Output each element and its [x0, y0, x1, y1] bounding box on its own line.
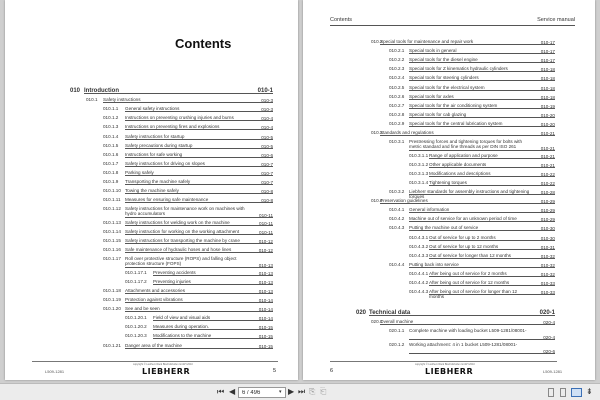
page-ref[interactable]: 010-4	[261, 125, 273, 131]
section-title[interactable]: Safety precautions during startup	[125, 143, 273, 149]
page-ref[interactable]: 010-17	[540, 58, 555, 64]
toc-entry[interactable]	[103, 229, 273, 235]
toc-entry[interactable]	[389, 85, 555, 91]
page-ref[interactable]: 010-1	[257, 88, 273, 94]
toc-entry[interactable]	[409, 153, 555, 159]
toc-entry[interactable]	[103, 247, 273, 253]
section-number: 010.4	[371, 198, 383, 204]
page-ref[interactable]: 010-12	[258, 248, 273, 254]
toc-entry[interactable]	[389, 262, 555, 268]
section-title[interactable]: Preventing injuries	[153, 279, 273, 285]
page-ref[interactable]: 010-11	[259, 220, 273, 226]
section-title[interactable]: Danger area of the machine	[125, 343, 273, 349]
page-ref[interactable]: 010-21	[540, 146, 555, 152]
toc-entry[interactable]	[103, 238, 273, 244]
toc-entry[interactable]	[409, 235, 555, 241]
page-ref[interactable]: 010-15	[258, 334, 273, 340]
section-title[interactable]: After being out of service for longer than 12 months	[429, 289, 555, 295]
page-ref[interactable]: 020-4	[543, 335, 555, 341]
section-number: 010.3.1.3	[409, 170, 429, 176]
section-title[interactable]: Safety instruction for working on the working attachment	[125, 229, 273, 235]
section-number: 010.2.4	[389, 75, 405, 81]
section-title[interactable]: Towing the machine safely	[125, 188, 273, 194]
section-number: 010.1.14	[103, 228, 121, 234]
single-page-icon[interactable]	[548, 388, 554, 397]
section-number: 010.3.1.2	[409, 161, 429, 167]
page-ref[interactable]: 010-15	[258, 343, 273, 349]
page-ref[interactable]: 010-21	[540, 153, 555, 159]
toc-entry[interactable]	[389, 57, 555, 63]
section-number: 010.1.18	[103, 287, 121, 293]
section-number: 010.2.1	[389, 48, 405, 54]
last-page-icon[interactable]: ⏭	[298, 387, 306, 396]
toc-entry[interactable]	[103, 106, 273, 112]
page-ref[interactable]: 010-14	[258, 307, 273, 313]
page-title: Contents	[175, 36, 232, 51]
toc-entry[interactable]	[371, 39, 555, 45]
page-number: 5	[273, 368, 277, 374]
section-title[interactable]: Parking safely	[125, 170, 273, 176]
toc-entry[interactable]	[103, 179, 273, 185]
section-title[interactable]: Putting the machine out of service	[409, 225, 555, 231]
section-number: 010.2.6	[389, 93, 405, 99]
section-number: 010.2.5	[389, 84, 405, 90]
section-number: 010.1.20.2	[125, 324, 147, 330]
section-title[interactable]: General safety instructions	[125, 106, 273, 112]
page-ref[interactable]: 010-11	[259, 229, 273, 235]
toc-entry[interactable]	[371, 319, 555, 325]
section-title[interactable]: Special tools for Z kinematics hydraulic cylinders	[409, 66, 555, 72]
page-ref[interactable]: 010-32	[540, 253, 555, 259]
section-title[interactable]: Safe maintenance of hydraulic hoses and hose lines	[125, 247, 273, 253]
page-ref[interactable]: 010-29	[540, 208, 555, 214]
section-number: 010.1.6	[103, 151, 119, 157]
page-ref[interactable]: 010-29	[540, 217, 555, 223]
section-title[interactable]: Instructions on preventing crushing injuries and burns	[125, 115, 273, 121]
section-title[interactable]: Safety instructions for startup	[125, 134, 273, 140]
section-title[interactable]: Safety instructions for maintenance work on machines with hydro accumulators	[125, 206, 273, 218]
section-title[interactable]: Instructions on preventing fires and explosions	[125, 124, 273, 130]
header-divider	[330, 25, 575, 26]
page-ref[interactable]: 010-5	[261, 143, 273, 149]
toc-entry[interactable]	[409, 180, 555, 186]
continuous-icon[interactable]	[560, 388, 566, 397]
section-number: 010.2	[371, 39, 383, 44]
section-number: 010.1.13	[103, 219, 121, 225]
toc-entry[interactable]	[356, 310, 555, 316]
header-left: Contents	[330, 17, 353, 23]
section-title[interactable]: Out of service for longer than 12 months	[429, 253, 555, 259]
section-title[interactable]: Working attachment: 4 in 1 bucket L509-1281/08001-	[409, 342, 555, 354]
page-ref[interactable]: 010-6	[261, 152, 273, 158]
section-number: 010	[70, 88, 81, 94]
toc-entry[interactable]	[409, 253, 555, 259]
section-title[interactable]: Instructions for safe working	[125, 152, 273, 158]
page-ref[interactable]: 010-33	[540, 290, 555, 296]
page-ref[interactable]: 010-8	[261, 198, 273, 204]
toc-entry[interactable]	[389, 207, 555, 213]
page-ref[interactable]: 010-18	[540, 85, 555, 91]
page-ref[interactable]: 010-13	[258, 263, 273, 269]
section-title[interactable]: Special tools in general	[409, 48, 555, 54]
section-title[interactable]: Special tools for steering cylinders	[409, 75, 555, 81]
copyright: copyright © Liebherr-Werk Bischofshofen GmbH 2010	[415, 363, 475, 366]
section-title[interactable]: Modifications and descriptions	[429, 171, 555, 177]
section-title[interactable]: Safety instructions for transporting the machine by crane	[125, 238, 273, 244]
section-title[interactable]: Complete machine with loading bucket L509-1281/08001-	[409, 328, 555, 340]
section-number: 010.3.1.1	[409, 152, 429, 158]
header-right: Service manual	[537, 17, 575, 23]
section-title[interactable]: Standards and regulations	[380, 130, 555, 136]
section-title[interactable]: After being out of service for 12 months	[429, 280, 555, 286]
section-title[interactable]: Measures for ensuring safe maintenance	[125, 197, 273, 203]
page-ref[interactable]: 010-13	[258, 270, 273, 276]
toc-entry[interactable]	[103, 134, 273, 140]
toc-entry[interactable]	[389, 328, 555, 340]
section-number: 020.1.2	[389, 341, 405, 347]
section-number: 010.4.4	[389, 261, 405, 267]
page-ref[interactable]: 010-12	[258, 239, 273, 244]
next-page-icon[interactable]: ▶	[288, 387, 295, 396]
page-number: 6	[330, 368, 334, 374]
page-ref[interactable]: 010-30	[540, 226, 555, 232]
section-title[interactable]: General information	[409, 207, 555, 213]
page-ref[interactable]: 010-19	[540, 103, 555, 109]
toc-entry[interactable]	[103, 152, 273, 158]
section-number: 010.4.3.2	[409, 243, 429, 249]
section-title[interactable]: Modifications to the machine	[153, 333, 273, 339]
page-ref[interactable]: 010-21	[540, 131, 555, 136]
toc-entry[interactable]	[409, 289, 555, 300]
toc-entry[interactable]	[389, 112, 555, 118]
section-title[interactable]: Out of service for up to 12 months	[429, 244, 555, 250]
toc-entry[interactable]	[103, 197, 273, 203]
section-title[interactable]: Measures during operation.	[153, 324, 273, 330]
toc-entry[interactable]	[103, 115, 273, 121]
toc-entry[interactable]	[389, 103, 555, 109]
section-title[interactable]: Special tools for the electrical system	[409, 85, 555, 91]
section-title[interactable]: Other applicable documents	[429, 162, 555, 168]
section-number: 010.1.5	[103, 142, 119, 148]
section-number: 020.1.1	[389, 328, 405, 334]
section-title[interactable]: Special tools for axles	[409, 94, 555, 100]
toc-entry[interactable]	[103, 288, 273, 294]
section-number: 020.1	[371, 319, 383, 325]
section-title[interactable]: Special tools for the air conditioning system	[409, 103, 555, 109]
section-number: 010.3.1.4	[409, 179, 429, 185]
page-ref[interactable]: 010-7	[261, 161, 273, 167]
history-back-icon[interactable]: ⎘	[309, 387, 316, 396]
section-title[interactable]: Range of application and purpose	[429, 153, 555, 159]
toc-entry[interactable]	[409, 280, 555, 286]
section-number: 010.4.2	[389, 216, 405, 222]
section-number: 010.1.17.1	[125, 269, 147, 275]
toc-entry[interactable]	[389, 216, 555, 222]
section-title[interactable]: Prestressing forces and tightening torques for bolts with metric standard and fine threads as per DIN ISO 261	[409, 139, 555, 151]
doc-code: L509-1281	[45, 369, 65, 374]
toc-entry[interactable]	[389, 66, 555, 72]
page-ref[interactable]: 010-5	[261, 134, 273, 140]
section-number: 010.4.4.3	[409, 289, 429, 295]
toc-entry[interactable]	[371, 198, 555, 204]
section-title[interactable]: Putting back into service	[409, 262, 555, 268]
section-number: 010.1.15	[103, 238, 121, 243]
page-ref[interactable]: 020-1	[539, 310, 555, 317]
page-ref[interactable]: 010-20	[540, 121, 555, 127]
section-number: 010.1.21	[103, 342, 121, 348]
section-number: 010.3.1	[389, 139, 405, 145]
section-title[interactable]: Technical data	[369, 310, 555, 316]
section-title[interactable]: Preservation guidelines	[380, 198, 555, 204]
section-number: 010.1.9	[103, 179, 119, 184]
page-ref[interactable]: 010-18	[540, 76, 555, 82]
toc-entry[interactable]	[103, 297, 273, 303]
section-number: 010.1.20	[103, 306, 121, 312]
page-5	[5, 0, 298, 380]
page-ref[interactable]: 010-14	[258, 298, 273, 303]
section-title[interactable]: Special tools for cab glazing	[409, 112, 555, 118]
footer-divider	[330, 361, 557, 362]
section-number: 010.4.3.3	[409, 252, 429, 258]
section-number: 010.3.2	[389, 189, 405, 194]
section-title[interactable]: Safety instructions for driving on slopes	[125, 161, 273, 167]
toc-entry[interactable]	[409, 162, 555, 168]
section-number: 010.2.9	[389, 120, 405, 126]
page-6	[303, 0, 595, 380]
section-number: 010.3	[371, 130, 383, 135]
page-ref[interactable]: 010-15	[258, 325, 273, 331]
section-number: 010.4.3.1	[409, 234, 429, 240]
toc-entry[interactable]	[103, 124, 273, 130]
toc-entry[interactable]	[389, 139, 555, 151]
history-forward-icon[interactable]: ⎗	[320, 387, 327, 396]
toc-entry[interactable]	[409, 271, 555, 277]
previous-page-icon[interactable]: ◀	[229, 387, 236, 396]
section-number: 010.1.20.1	[125, 315, 147, 321]
page-ref[interactable]: 020-4	[543, 320, 555, 326]
page-ref[interactable]: 010-31	[540, 244, 555, 250]
section-number: 010.1.8	[103, 169, 119, 175]
page-ref[interactable]: 010-28	[540, 190, 555, 195]
section-number: 010.1.7	[103, 160, 119, 166]
page-ref[interactable]: 010-13	[258, 279, 273, 285]
toc-entry[interactable]	[125, 333, 273, 339]
toc-entry[interactable]	[125, 270, 273, 276]
section-title[interactable]: Field of view and visual aids	[153, 315, 273, 321]
page-ref[interactable]: 010-32	[540, 271, 555, 277]
section-number: 010.4.1	[389, 207, 405, 213]
toc-entry[interactable]	[70, 88, 273, 94]
page-ref[interactable]: 010-11	[259, 213, 273, 219]
section-number: 010.1.16	[103, 247, 121, 253]
liebherr-logo: LIEBHERR	[425, 367, 474, 376]
section-number: 010.2.7	[389, 102, 405, 108]
section-number: 010.1.2	[103, 115, 119, 121]
section-title[interactable]: Safety instructions	[103, 97, 273, 103]
toc-entry[interactable]	[86, 97, 273, 103]
page-ref[interactable]: 010-3	[261, 107, 273, 113]
section-number: 010.4.3	[389, 225, 405, 231]
section-title[interactable]: Attachments and accessories	[125, 288, 273, 294]
page-ref[interactable]: 020-6	[543, 348, 555, 354]
section-title[interactable]: Liebherr standards for assembly instructions and tightening torques	[409, 189, 555, 195]
toc-entry[interactable]	[389, 121, 555, 127]
section-number: 010.2.2	[389, 57, 405, 63]
section-title[interactable]: See and be seen	[125, 306, 273, 312]
toc-entry[interactable]	[409, 244, 555, 250]
section-title[interactable]: Special tools for maintenance and repair work	[380, 39, 555, 45]
section-number: 010.1.1	[103, 106, 119, 112]
toc-entry[interactable]	[389, 342, 555, 354]
section-title[interactable]: Overall machine	[380, 319, 555, 325]
toc-entry[interactable]	[103, 256, 273, 268]
toc-entry[interactable]	[125, 315, 273, 321]
page-ref[interactable]: 010-17	[540, 49, 555, 55]
toc-entry[interactable]	[103, 206, 273, 218]
page-dropdown-icon[interactable]: ▾	[279, 389, 282, 395]
page-ref[interactable]: 010-22	[540, 171, 555, 177]
page-ref[interactable]: 010-13	[258, 288, 273, 294]
section-number: 010.1.11	[103, 197, 121, 203]
page-ref[interactable]: 010-7	[261, 170, 273, 176]
page-ref[interactable]: 010-18	[540, 67, 555, 73]
section-number: 010.1.19	[103, 297, 121, 302]
toc-entry[interactable]	[103, 220, 273, 226]
section-number: 010.4.4.1	[409, 270, 429, 276]
page-ref[interactable]: 010-32	[540, 262, 555, 268]
page-ref[interactable]: 010-21	[540, 162, 555, 168]
toc-entry[interactable]	[103, 170, 273, 176]
fit-icon[interactable]: ⇟	[586, 387, 593, 396]
page-ref[interactable]: 010-14	[258, 316, 273, 322]
toc-entry[interactable]	[125, 279, 273, 285]
section-number: 010.1.10	[103, 188, 121, 194]
section-number: 010.2.3	[389, 66, 405, 72]
toc-entry[interactable]	[103, 343, 273, 349]
page-ref[interactable]: 010-33	[540, 281, 555, 286]
section-number: 010.1.17.2	[125, 278, 147, 284]
section-title[interactable]: Protection against vibrations	[125, 297, 273, 303]
copyright: copyright © Liebherr-Werk Bischofshofen GmbH 2010	[133, 363, 193, 366]
section-number: 020	[356, 310, 367, 317]
pdf-toolbar	[0, 383, 600, 400]
toc-entry[interactable]	[389, 94, 555, 100]
section-number: 010.4.4.2	[409, 280, 429, 285]
toc-entry[interactable]	[103, 306, 273, 312]
toc-entry[interactable]	[103, 161, 273, 167]
page-ref[interactable]: 010-17	[540, 40, 555, 45]
toc-entry[interactable]	[125, 324, 273, 330]
section-number: 010.2.8	[389, 111, 405, 117]
page-ref[interactable]: 010-4	[261, 116, 273, 122]
page-ref[interactable]: 010-20	[540, 112, 555, 118]
page-ref[interactable]: 010-29	[540, 199, 555, 205]
section-number: 010.1	[86, 97, 98, 103]
page-ref[interactable]: 010-18	[540, 94, 555, 100]
section-title[interactable]: Introduction	[84, 88, 273, 94]
liebherr-logo: LIEBHERR	[142, 367, 191, 376]
toc-entry[interactable]	[103, 188, 273, 194]
toc-entry[interactable]	[389, 225, 555, 231]
toc-entry[interactable]	[389, 75, 555, 81]
section-title[interactable]: Safety instructions for welding work on the machine	[125, 220, 273, 226]
page-ref[interactable]: 010-3	[261, 98, 273, 104]
toc-entry[interactable]	[371, 130, 555, 136]
section-title[interactable]: Machine out of service for an unknown period of time	[409, 216, 555, 222]
section-title[interactable]: Transporting the machine safely	[125, 179, 273, 185]
section-number: 010.1.12	[103, 206, 121, 212]
section-title[interactable]: Special tools for the diesel engine	[409, 57, 555, 63]
section-number: 010.1.17	[103, 256, 121, 262]
page-ref[interactable]: 010-8	[261, 189, 273, 195]
page-ref[interactable]: 010-22	[540, 180, 555, 186]
section-title[interactable]: After being out of service for 2 months	[429, 271, 555, 277]
section-number: 010.1.20.3	[125, 333, 147, 339]
footer-divider	[32, 361, 278, 362]
first-page-icon[interactable]: ⏮	[217, 387, 225, 396]
section-title[interactable]: Preventing accidents	[153, 270, 273, 276]
section-title[interactable]: Special tools for the central lubrication system	[409, 121, 555, 127]
section-number: 010.1.4	[103, 133, 119, 139]
page-ref[interactable]: 010-7	[261, 180, 273, 185]
toc-entry[interactable]	[409, 171, 555, 177]
two-page-icon[interactable]	[571, 388, 582, 397]
toc-entry[interactable]	[389, 48, 555, 54]
doc-code: L509-1281	[543, 369, 563, 374]
toc-entry[interactable]	[389, 189, 555, 199]
section-title[interactable]: Roll over protective structure (ROPS) and falling object protection structure (FOPS)	[125, 256, 273, 268]
section-title[interactable]: Out of service for up to 2 months	[429, 235, 555, 241]
page-ref[interactable]: 010-30	[540, 235, 555, 241]
section-number: 010.1.3	[103, 124, 119, 130]
section-title[interactable]: Tightening torques	[429, 180, 555, 186]
toc-entry[interactable]	[103, 143, 273, 149]
